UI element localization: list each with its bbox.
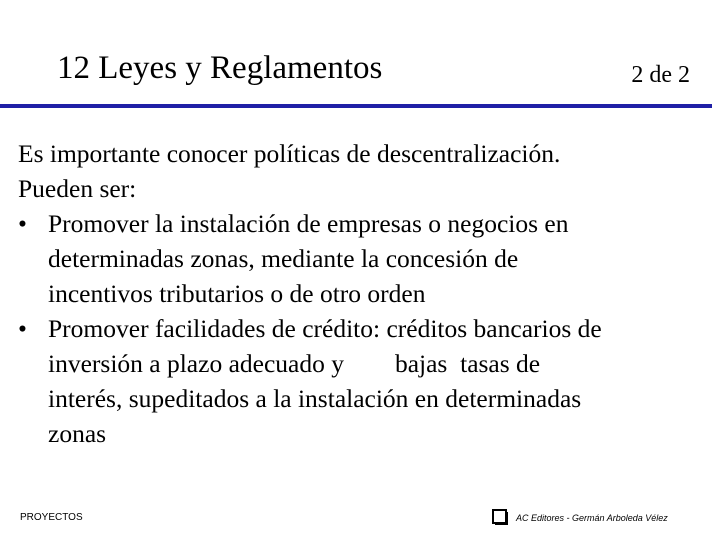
bullet-item — [18, 311, 712, 451]
bullet-line: Promover facilidades de crédito: créditos bancarios de — [48, 314, 602, 343]
footer-section-label: PROYECTOS — [20, 512, 83, 523]
slide-body — [18, 136, 712, 451]
bullet-line: incentivos tributarios o de otro orden — [48, 279, 426, 308]
bullet-icon: • — [18, 314, 27, 343]
bullet-item — [18, 206, 712, 311]
page-counter: 2 de 2 — [631, 62, 690, 88]
bullet-line: Promover la instalación de empresas o negocios en — [48, 209, 569, 238]
square-icon — [492, 509, 507, 524]
bullet-line: interés, supeditados a la instalación en determinadas — [48, 384, 582, 413]
title-divider — [0, 104, 712, 108]
bullet-line: determinadas zonas, mediante la concesión de — [48, 244, 519, 273]
page-title: 12 Leyes y Reglamentos — [57, 50, 383, 86]
bullet-line: inversión a plazo adecuado y bajas tasas de — [48, 349, 541, 378]
lead-text: Pueden ser: — [18, 174, 137, 203]
intro-text: Es importante conocer políticas de descentralización. — [18, 139, 561, 168]
bullet-icon: • — [18, 209, 27, 238]
footer-credit: AC Editores - Germán Arboleda Vélez — [516, 513, 668, 523]
bullet-line: zonas — [48, 419, 107, 448]
